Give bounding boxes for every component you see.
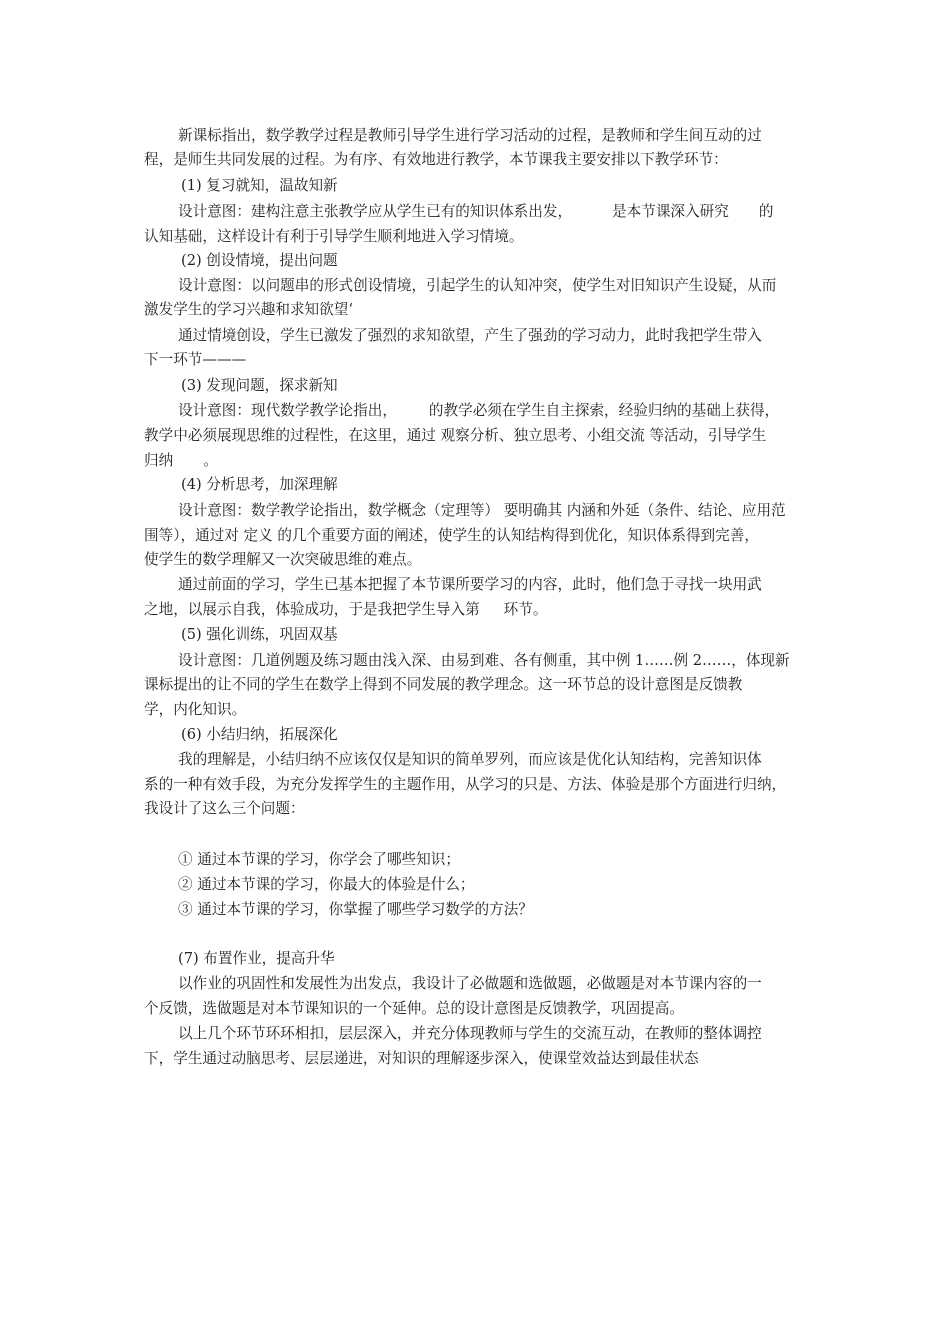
step1-intent-text-b: 是本节课深入研究 <box>612 203 729 220</box>
step3-intent-text-d: 。 <box>203 452 218 469</box>
step6-body-line-2: 系的一种有效手段，为充分发挥学生的主题作用，从学习的只是、方法、体验是那个方面进行归纳， <box>144 776 787 793</box>
step4-transition-line-1: 通过前面的学习，学生已基本把握了本节课所要学习的内容，此时，他们急于寻找一块用武 <box>178 576 762 593</box>
step6-body-line-1: 我的理解是，小结归纳不应该仅仅是知识的简单罗列，而应该是优化认知结构，完善知识体 <box>178 751 762 768</box>
step4-intent-line-3: 使学生的数学理解又一次突破思维的难点。 <box>144 551 422 568</box>
conclusion-line-1: 以上几个环节环环相扣，层层深入，并充分体现教师与学生的交流互动，在教师的整体调控 <box>178 1025 762 1042</box>
step4-heading: (4) 分析思考，加深理解 <box>181 476 338 493</box>
step7-body-line-1: 以作业的巩固性和发展性为出发点，我设计了必做题和选做题，必做题是对本节课内容的一 <box>178 975 762 992</box>
step5-intent-line-3: 学，内化知识。 <box>144 701 247 718</box>
step7-heading: (7) 布置作业，提高升华 <box>178 950 335 967</box>
step2-transition-line-2: 下一环节——— <box>144 351 247 368</box>
step3-intent-text-c: 归纳 <box>144 452 174 469</box>
step1-intent-line-2: 认知基础，这样设计有利于引导学生顺利地进入学习情境。 <box>144 228 524 245</box>
step3-intent-line-2: 教学中必须展现思维的过程性，在这里，通过 观察分析、独立思考、小组交流 等活动，引导学生 <box>144 427 767 444</box>
step6-heading: (6) 小结归纳，拓展深化 <box>181 726 338 743</box>
question-item-3: ③ 通过本节课的学习，你掌握了哪些学习数学的方法？ <box>178 901 533 918</box>
step5-intent-line-1: 设计意图：几道例题及练习题由浅入深、由易到难、各有侧重，其中例 1……例 2……，体现新 <box>178 652 790 669</box>
step5-heading: (5) 强化训练，巩固双基 <box>181 626 338 643</box>
conclusion-line-2: 下，学生通过动脑思考、层层递进，对知识的理解逐步深入，使课堂效益达到最佳状态 <box>144 1050 699 1067</box>
intro-line-1: 新课标指出，数学教学过程是教师引导学生进行学习活动的过程，是教师和学生间互动的过 <box>178 127 762 144</box>
step1-heading: (1) 复习就知，温故知新 <box>181 177 338 194</box>
step2-intent-line-1: 设计意图：以问题串的形式创设情境，引起学生的认知冲突，使学生对旧知识产生设疑，从而 <box>178 277 777 294</box>
step1-intent-text-a: 设计意图：建构注意主张教学应从学生已有的知识体系出发， <box>178 203 573 220</box>
step3-intent-text-a: 设计意图：现代数学教学论指出， <box>178 402 397 419</box>
step2-intent-line-2: 激发学生的学习兴趣和求知欲望‘ <box>144 301 353 318</box>
intro-line-2: 程，是师生共同发展的过程。为有序、有效地进行教学，本节课我主要安排以下教学环节： <box>144 151 728 168</box>
step2-transition-line-1: 通过情境创设，学生已激发了强烈的求知欲望，产生了强劲的学习动力，此时我把学生带入 <box>178 327 762 344</box>
step1-intent-text-c: 的 <box>758 203 774 220</box>
step4-transition-line-2 <box>144 598 824 622</box>
step6-body-line-3: 我设计了这么三个问题： <box>144 800 305 817</box>
step2-heading: (2) 创设情境，提出问题 <box>181 252 338 269</box>
question-item-2: ② 通过本节课的学习，你最大的体验是什么； <box>178 876 475 893</box>
step4-intent-line-2: 围等），通过对 定义 的几个重要方面的阐述，使学生的认知结构得到优化，知识体系得到完善， <box>144 527 759 544</box>
step3-intent-line-1 <box>178 399 824 423</box>
step4-transition-text-a: 之地，以展示自我，体验成功，于是我把学生导入第 <box>144 601 480 618</box>
step7-body-line-2: 个反馈，选做题是对本节课知识的一个延伸。总的设计意图是反馈教学，巩固提高。 <box>144 1000 684 1017</box>
step3-intent-text-b: 的教学必须在学生自主探索，经验归纳的基础上获得， <box>428 402 780 419</box>
step4-transition-text-b: 环节。 <box>503 601 548 618</box>
step5-intent-line-2: 课标提出的让不同的学生在数学上得到不同发展的教学理念。这一环节总的设计意图是反馈教 <box>144 676 743 693</box>
step3-heading: (3) 发现问题，探求新知 <box>181 377 338 394</box>
step3-intent-line-3 <box>144 449 824 473</box>
step4-intent-line-1: 设计意图：数学教学论指出，数学概念（定理等） 要明确其 内涵和外延（条件、结论、应用范 <box>178 502 786 519</box>
step1-intent-line-1 <box>178 200 824 224</box>
question-item-1: ① 通过本节课的学习，你学会了哪些知识； <box>178 851 460 868</box>
